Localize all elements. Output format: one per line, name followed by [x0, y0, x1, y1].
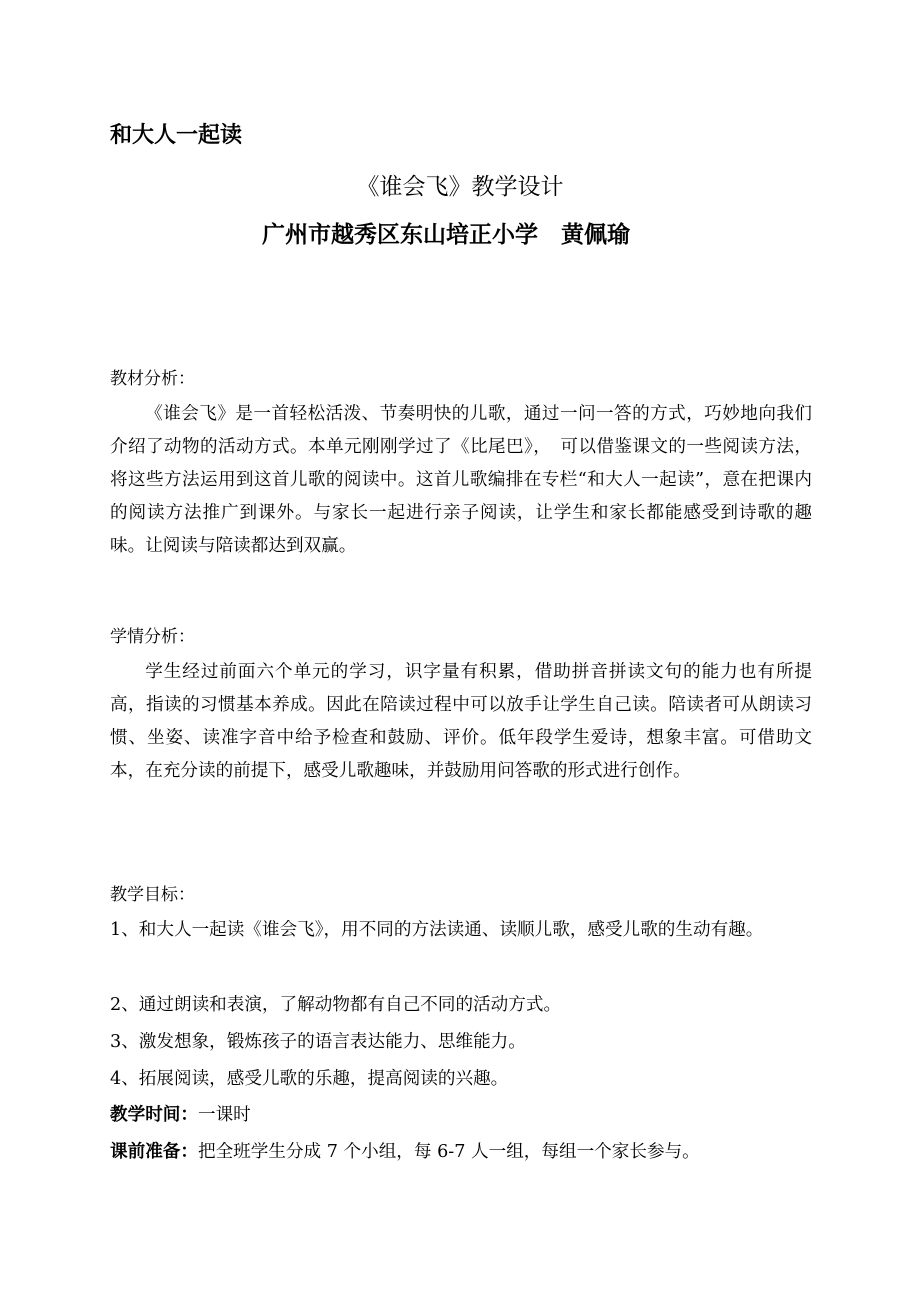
goal-item: 4、拓展阅读，感受儿歌的乐趣，提高阅读的兴趣。 [110, 1069, 509, 1089]
student-analysis-heading: 学情分析： [110, 627, 195, 647]
goal-item: 3、激发想象，锻炼孩子的语言表达能力、思维能力。 [110, 1032, 526, 1052]
material-analysis-body: 《谁会飞》是一首轻松活泼、节奏明快的儿歌，通过一问一答的方式，巧妙地向我们介绍了动物的活动方式。本单元刚刚学过了《比尾巴》， 可以借鉴课文的一些阅读方法，将这些方法运用到这首儿歌的阅读中。这首儿歌编排在专栏“和大人一起读”，意在把课内的阅读方法推广到课外。与家长一起进行亲子阅读，让学生和家长都能感受到诗歌的趣味。让阅读与陪读都达到双赢。 [110, 404, 812, 556]
preparation-label: 课前准备： [110, 1142, 198, 1162]
teaching-time-label: 教学时间： [110, 1105, 198, 1125]
teaching-goals-heading: 教学目标： [110, 885, 195, 905]
series-label: 和大人一起读 [110, 123, 243, 148]
material-analysis-heading: 教材分析： [110, 369, 195, 389]
class-preparation [110, 1136, 812, 1169]
author-line: 广州市越秀区东山培正小学 黄佩瑜 [262, 222, 630, 248]
goal-item: 1、和大人一起读《谁会飞》，用不同的方法读通、读顺儿歌，感受儿歌的生动有趣。 [110, 920, 764, 940]
teaching-time [110, 1099, 812, 1132]
goal-item: 2、通过朗读和表演，了解动物都有自己不同的活动方式。 [110, 995, 562, 1015]
document-title: 《谁会飞》教学设计 [356, 174, 564, 200]
student-analysis-body: 学生经过前面六个单元的学习，识字量有积累，借助拼音拼读文句的能力也有所提高，指读的习惯基本养成。因此在陪读过程中可以放手让学生自己读。陪读者可从朗读习惯、坐姿、读准字音中给予检查和鼓励、评价。低年段学生爱诗，想象丰富。可借助文本，在充分读的前提下，感受儿歌趣味，并鼓励用问答歌的形式进行创作。 [110, 662, 812, 781]
preparation-value: 把全班学生分成 7 个小组，每 6-7 人一组，每组一个家长参与。 [197, 1142, 700, 1162]
teaching-time-value: 一课时 [197, 1105, 251, 1125]
